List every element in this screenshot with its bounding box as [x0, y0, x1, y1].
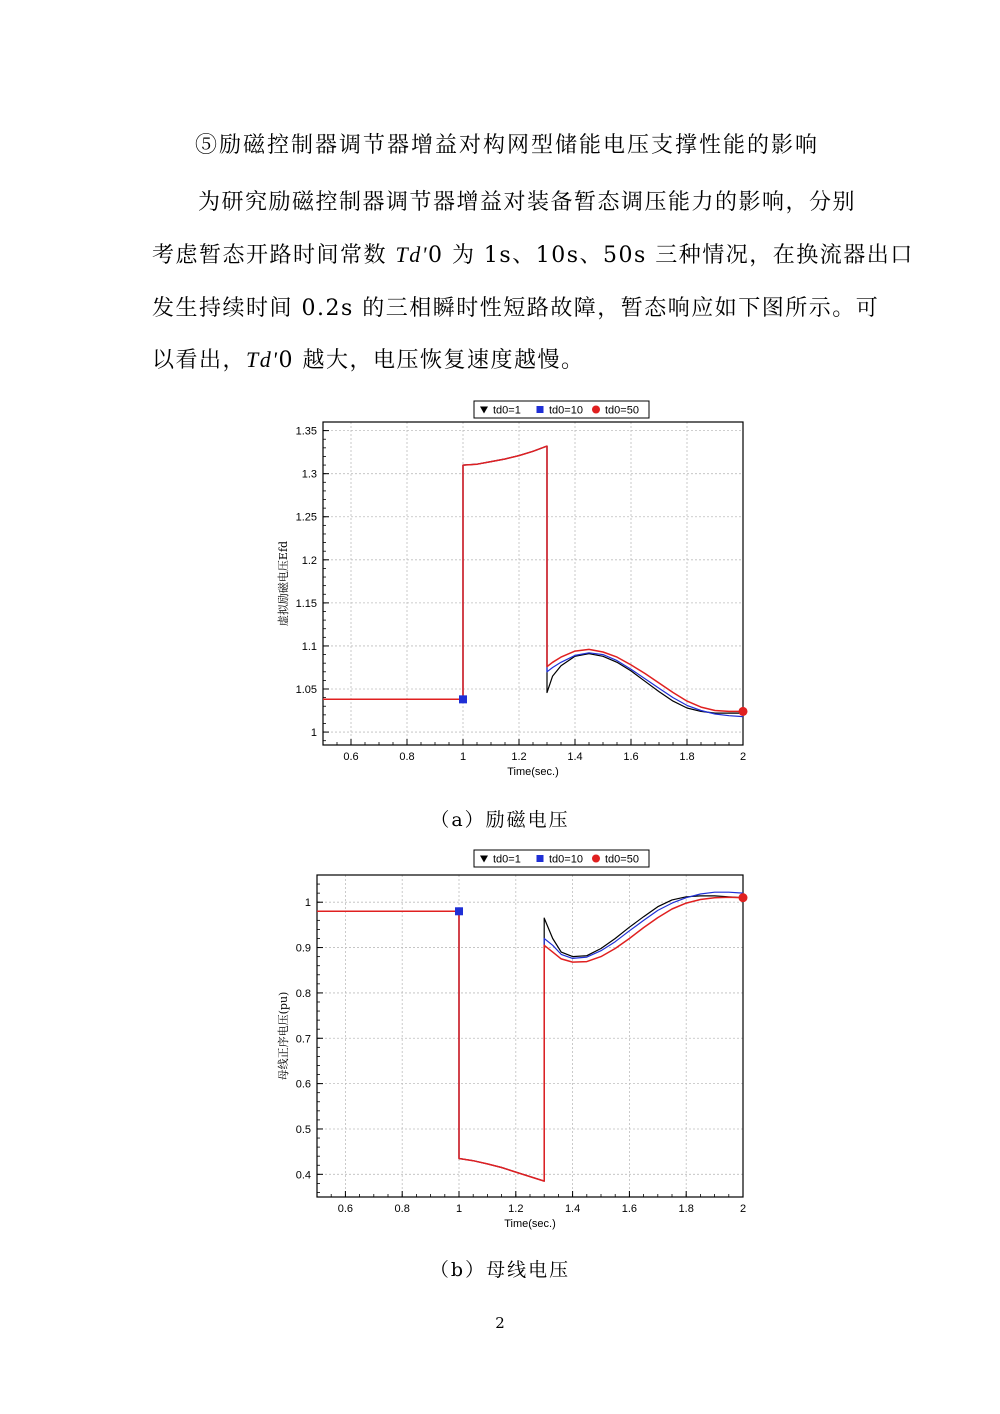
- chart-bus-voltage: [0, 845, 1000, 1245]
- legend: [474, 850, 649, 867]
- x-tick-label: 1.4: [567, 751, 583, 763]
- x-tick-label: 1: [455, 1203, 463, 1215]
- x-axis-label: Time(sec.): [507, 766, 559, 778]
- y-tick-label: 1.25: [295, 511, 317, 524]
- legend-marker-square-icon: [537, 406, 544, 413]
- y-tick-label: 0.5: [295, 1123, 311, 1136]
- series-marker-td0-10: [455, 907, 463, 915]
- paragraph-text: 以看出，: [152, 348, 247, 373]
- x-tick-label: 0.6: [343, 751, 359, 763]
- y-tick-label: 0.4: [295, 1169, 311, 1182]
- y-tick-label: 1.35: [295, 425, 317, 438]
- y-tick-label: 1.05: [295, 684, 317, 697]
- paragraph-text: 考虑暂态开路时间常数: [152, 243, 396, 268]
- x-tick-label: 1.6: [623, 751, 639, 763]
- x-tick-label: 1: [459, 751, 467, 763]
- legend-entry: td0=50: [605, 404, 639, 417]
- x-tick-label: 1.8: [679, 751, 695, 763]
- y-tick-label: 0.8: [295, 987, 311, 1000]
- chart-excitation-voltage: [0, 395, 1000, 795]
- y-tick-label: 0.7: [295, 1033, 311, 1046]
- legend-entry: td0=10: [549, 853, 583, 866]
- x-tick-label: 2: [739, 1203, 747, 1215]
- series-marker-td0-10: [459, 695, 467, 703]
- y-tick-label: 1.1: [301, 640, 317, 653]
- paragraph-text: 发生持续时间 0.2s 的三相瞬时性短路故障，暂态响应如下图所示。可: [152, 296, 880, 321]
- section-heading: ⑤励磁控制器调节器增益对构网型储能电压支撑性能的影响: [195, 133, 820, 158]
- y-axis-label: 母线正序电压(pu): [277, 991, 290, 1081]
- paragraph-text: 0 越大，电压恢复速度越慢。: [278, 348, 585, 373]
- series-marker-td0-50: [739, 707, 748, 716]
- y-tick-label: 1.2: [301, 554, 317, 567]
- paragraph-text: 0 为 1s、10s、50s 三种情况，在换流器出口: [427, 243, 914, 268]
- legend-entry: td0=50: [605, 853, 639, 866]
- x-tick-label: 1.4: [564, 1203, 581, 1215]
- y-tick-label: 1.3: [301, 468, 317, 481]
- legend-entry: td0=10: [549, 404, 583, 417]
- legend-marker-square-icon: [537, 855, 544, 862]
- x-tick-label: 1.2: [511, 751, 527, 763]
- legend-entry: td0=1: [493, 853, 521, 866]
- x-tick-label: 0.8: [394, 1203, 410, 1215]
- x-tick-label: 1.2: [508, 1203, 524, 1215]
- legend: [474, 401, 649, 418]
- paragraph-line-2: [152, 238, 914, 269]
- variable-td: Td': [395, 242, 428, 267]
- x-tick-label: 0.8: [399, 751, 415, 763]
- y-tick-label: 1: [310, 727, 317, 740]
- legend-marker-circle-icon: [592, 406, 600, 414]
- y-axis-label: 虚拟励磁电压Efd: [277, 540, 290, 627]
- paragraph-line-1: [152, 185, 862, 216]
- variable-td: Td': [246, 347, 279, 372]
- caption-b: （b）母线电压: [429, 1259, 571, 1281]
- series-marker-td0-50: [739, 893, 748, 902]
- plot-area: [317, 875, 743, 1197]
- x-tick-label: 0.6: [337, 1203, 354, 1215]
- x-axis-label: Time(sec.): [504, 1218, 556, 1230]
- paragraph-line-4: [152, 343, 862, 374]
- y-tick-label: 0.6: [295, 1078, 311, 1091]
- x-tick-label: 2: [739, 751, 747, 763]
- x-tick-label: 1.8: [678, 1203, 694, 1215]
- paragraph-text: 为研究励磁控制器调节器增益对装备暂态调压能力的影响，分别: [198, 190, 857, 215]
- legend-entry: td0=1: [493, 404, 521, 417]
- page-number: 2: [495, 1314, 505, 1332]
- x-tick-label: 1.6: [621, 1203, 638, 1215]
- paragraph-line-3: [152, 291, 880, 322]
- legend-marker-circle-icon: [592, 855, 600, 863]
- y-tick-label: 1: [304, 897, 311, 910]
- y-tick-label: 0.9: [295, 942, 311, 955]
- y-tick-label: 1.15: [295, 597, 317, 610]
- caption-a: （a）励磁电压: [430, 809, 570, 831]
